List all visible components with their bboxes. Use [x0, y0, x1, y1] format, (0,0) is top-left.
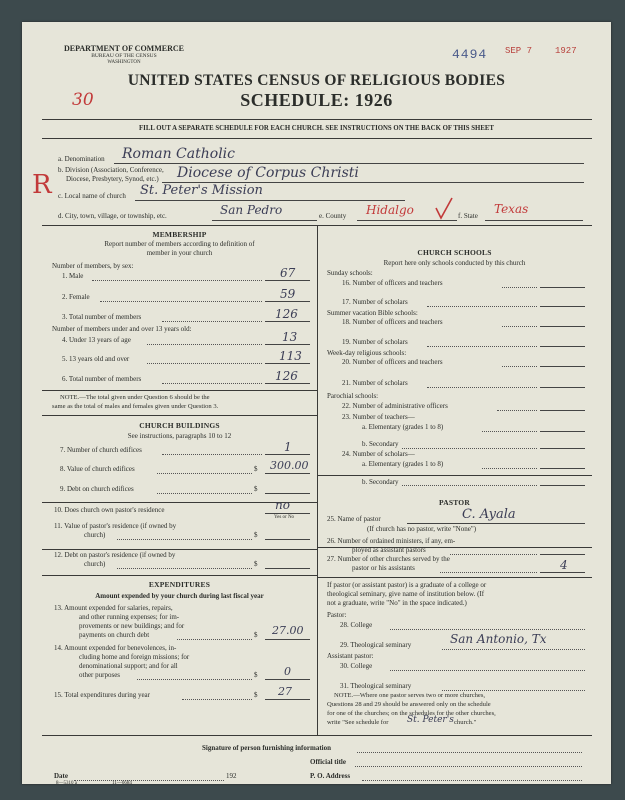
schedule-title: SCHEDULE: 1926: [240, 90, 393, 110]
answer-line: [265, 383, 310, 384]
q14-dollar: $: [254, 671, 258, 679]
q8-value: 300.00: [270, 459, 309, 472]
membership-note-2: same as the total of males and females given under Question 3.: [52, 403, 219, 410]
column-divider: [317, 225, 318, 735]
church-name-line: [135, 200, 405, 201]
pastor-title: PASTOR: [439, 498, 470, 507]
q7-label: 7. Number of church edifices: [60, 446, 142, 454]
q1-label: 1. Male: [62, 272, 84, 280]
signature-line: [357, 752, 582, 753]
pastor-note-3: for one of the churches; on the schedules for the other churches,: [327, 710, 496, 717]
q23b-label: b. Secondary: [362, 440, 399, 448]
leader: [92, 280, 262, 281]
membership-note: NOTE.—The total given under Question 6 should be the: [60, 394, 210, 401]
handwritten-mark-30: 30: [72, 90, 94, 110]
q15-label: 15. Total expenditures during year: [54, 691, 150, 699]
q14-value: 0: [284, 665, 291, 678]
q3-value: 126: [275, 307, 298, 321]
divider: [42, 415, 317, 416]
q19-label: 19. Number of scholars: [342, 338, 408, 346]
official-title-label: Official title: [310, 758, 346, 766]
state-value: Texas: [494, 202, 529, 216]
q25-value: C. Ayala: [462, 507, 516, 522]
divider: [42, 549, 317, 550]
q14-label-3: denominational support; and for all: [79, 662, 178, 670]
q24b-label: b. Secondary: [362, 478, 399, 486]
q13-label-4: payments on church debt: [79, 631, 150, 639]
answer-line: [265, 493, 310, 494]
q24a-label: a. Elementary (grades 1 to 8): [362, 460, 444, 468]
denomination-value: Roman Catholic: [122, 146, 235, 162]
answer-line: [540, 326, 585, 327]
leader: [137, 679, 252, 680]
answer-line: [540, 306, 585, 307]
graduate-note-3: not a graduate, write "No" in the space indicated.): [327, 599, 467, 607]
q27-label-2: pastor or his assistants: [352, 564, 415, 572]
leader: [117, 539, 252, 540]
q12-label-2: church): [84, 560, 106, 568]
leader: [497, 410, 537, 411]
q6-value: 126: [275, 369, 298, 383]
date-year: 192: [226, 772, 237, 780]
handwritten-mark-r: R: [32, 170, 52, 200]
leader: [182, 699, 252, 700]
census-schedule-page: [22, 22, 611, 784]
q31-label: 31. Theological seminary: [340, 682, 412, 690]
q13-label-3: provements or new buildings; and for: [79, 622, 185, 630]
answer-line: [540, 346, 585, 347]
state-label: f. State: [458, 212, 478, 220]
q8-dollar: $: [254, 465, 258, 473]
stamp-number: 4494: [452, 47, 488, 62]
q13-value: 27.00: [272, 624, 304, 637]
weekday-schools-label: Week-day religious schools:: [327, 349, 407, 357]
q5-label: 5. 13 years old and over: [62, 355, 130, 363]
church-name-label: c. Local name of church: [58, 192, 126, 200]
expenditures-title: EXPENDITURES: [148, 580, 211, 589]
pastor-note-5: church.": [454, 719, 477, 726]
official-title-line: [355, 766, 582, 767]
q1-value: 67: [280, 266, 296, 280]
q16-label: 16. Number of officers and teachers: [342, 279, 443, 287]
q23a-label: a. Elementary (grades 1 to 8): [362, 423, 444, 431]
q17-label: 17. Number of scholars: [342, 298, 408, 306]
membership-intro-2: member in your church: [146, 249, 213, 257]
divider: [42, 119, 592, 120]
q26-label-2: ployed as assistant pastors: [352, 546, 426, 554]
q22-label: 22. Number of administrative officers: [342, 402, 448, 410]
instruction-line: FILL OUT A SEPARATE SCHEDULE FOR EACH CHURCH. SEE INSTRUCTIONS ON THE BACK OF THIS SHEET: [139, 125, 494, 132]
leader: [502, 366, 537, 367]
answer-line: [540, 485, 585, 486]
answer-line: [540, 410, 585, 411]
members-by-sex-label: Number of members, by sex:: [52, 262, 134, 270]
q10-value: no: [275, 498, 290, 512]
date-line: [74, 780, 224, 781]
division-label-2: Diocese, Presbytery, Synod, etc.): [66, 175, 159, 183]
q4-value: 13: [282, 330, 298, 344]
division-value: Diocese of Corpus Christi: [177, 165, 359, 181]
q24-label: 24. Number of scholars—: [342, 450, 415, 458]
graduate-note-2: theological seminary, give name of institution below. (If: [327, 590, 485, 598]
answer-line: [540, 366, 585, 367]
signature-label: Signature of person furnishing information: [202, 744, 331, 752]
pastor-note-4: write "See schedule for: [327, 719, 389, 726]
divider: [317, 475, 592, 476]
print-number: 11—6684: [112, 781, 132, 784]
buildings-title: CHURCH BUILDINGS: [139, 421, 220, 430]
q12-label: 12. Debt on pastor's residence (if owned by: [54, 551, 176, 559]
leader: [402, 448, 537, 449]
state-line: [485, 220, 583, 221]
bureau-name: BUREAU OF THE CENSUS: [91, 53, 157, 59]
membership-title: MEMBERSHIP: [152, 230, 207, 239]
city-value: San Pedro: [220, 203, 283, 217]
q15-value: 27: [278, 685, 292, 698]
leader: [427, 306, 537, 307]
leader: [162, 454, 262, 455]
q5-value: 113: [279, 349, 302, 363]
denomination-label: a. Denomination: [58, 155, 105, 163]
sunday-schools-label: Sunday schools:: [327, 269, 373, 277]
form-title: UNITED STATES CENSUS OF RELIGIOUS BODIES: [127, 72, 506, 89]
schools-sub: Report here only schools conducted by this church: [383, 259, 526, 267]
answer-line: [540, 554, 585, 555]
divider: [42, 735, 592, 736]
answer-line: [540, 287, 585, 288]
answer-line: [265, 344, 310, 345]
assistant-pastor-label: Assistant pastor:: [327, 652, 374, 660]
leader: [100, 301, 262, 302]
divider: [42, 138, 592, 139]
leader: [157, 493, 252, 494]
stamp-date: SEP 7: [505, 46, 533, 56]
q20-label: 20. Number of officers and teachers: [342, 358, 443, 366]
answer-line: [540, 448, 585, 449]
leader: [162, 321, 262, 322]
q14-label-4: other purposes: [79, 671, 121, 679]
answer-line: [265, 363, 310, 364]
q9-label: 9. Debt on church edifices: [60, 485, 134, 493]
leader: [427, 346, 537, 347]
answer-line: [540, 572, 585, 573]
q13-label-2: and other running expenses; for im-: [79, 613, 180, 621]
leader: [147, 344, 262, 345]
q30-label: 30. College: [340, 662, 373, 670]
parochial-schools-label: Parochial schools:: [327, 392, 379, 400]
leader: [502, 287, 537, 288]
answer-line: [265, 454, 310, 455]
q21-label: 21. Number of scholars: [342, 379, 408, 387]
stamp-year: 1927: [555, 46, 577, 56]
summer-schools-label: Summer vacation Bible schools:: [327, 309, 418, 317]
leader: [440, 572, 537, 573]
leader: [482, 468, 537, 469]
city-line: [212, 220, 317, 221]
q4-label: 4. Under 13 years of age: [62, 336, 131, 344]
answer-line: [265, 568, 310, 569]
answer-line: [265, 321, 310, 322]
q11-label-2: church): [84, 531, 106, 539]
form-number: 8—5310 a: [56, 781, 77, 784]
q14-label: 14. Amount expended for benevolences, in-: [54, 644, 177, 652]
schools-title: CHURCH SCHOOLS: [417, 248, 492, 257]
leader: [390, 629, 585, 630]
q14-label-2: cluding home and foreign missions; for: [79, 653, 190, 661]
answer-line: [265, 679, 310, 680]
q7-value: 1: [284, 440, 292, 454]
q29-value: San Antonio, Tx: [450, 632, 547, 646]
divider: [317, 577, 592, 578]
q3-label: 3. Total number of members: [62, 313, 142, 321]
answer-line: [265, 280, 310, 281]
po-address-line: [362, 780, 582, 781]
answer-line: [265, 699, 310, 700]
answer-line: [265, 639, 310, 640]
county-label: e. County: [319, 212, 347, 220]
membership-intro: Report number of members according to definition of: [104, 240, 255, 248]
yes-no-hint: Yes or No: [274, 515, 295, 520]
leader: [117, 568, 252, 569]
pastor-note: NOTE.—Where one pastor serves two or more churches,: [334, 692, 486, 699]
q15-dollar: $: [254, 691, 258, 699]
answer-line: [407, 523, 585, 524]
age-intro-label: Number of members under and over 13 years old:: [52, 325, 192, 333]
q6-label: 6. Total number of members: [62, 375, 142, 383]
leader: [482, 431, 537, 432]
q10-label: 10. Does church own pastor's residence: [54, 506, 165, 514]
q28-label: 28. College: [340, 621, 373, 629]
church-name-value: St. Peter's Mission: [140, 183, 263, 198]
leader: [177, 639, 252, 640]
q12-dollar: $: [254, 560, 258, 568]
leader: [402, 485, 537, 486]
leader: [157, 473, 252, 474]
q11-label: 11. Value of pastor's residence (if owned by: [54, 522, 177, 530]
q25-label: 25. Name of pastor: [327, 515, 381, 523]
leader: [442, 690, 585, 691]
answer-line: [265, 539, 310, 540]
denomination-line: [114, 163, 584, 164]
buildings-sub: See instructions, paragraphs 10 to 12: [127, 432, 232, 440]
answer-line: [265, 513, 310, 514]
answer-line: [540, 468, 585, 469]
leader: [442, 649, 585, 650]
q29-label: 29. Theological seminary: [340, 641, 412, 649]
q25-note: (If church has no pastor, write "None"): [367, 525, 477, 533]
county-value: Hidalgo: [366, 203, 414, 217]
po-address-label: P. O. Address: [310, 772, 351, 780]
expenditures-sub: Amount expended by your church during last fiscal year: [95, 592, 264, 600]
department-name: DEPARTMENT OF COMMERCE: [63, 44, 184, 53]
leader: [450, 554, 537, 555]
graduate-note: If pastor (or assistant pastor) is a graduate of a college or: [327, 581, 487, 589]
leader: [390, 670, 585, 671]
city-name: WASHINGTON: [107, 60, 141, 65]
q23-label: 23. Number of teachers—: [342, 413, 415, 421]
leader: [427, 387, 537, 388]
pastor-note-value: St. Peter's: [407, 715, 454, 725]
q27-label: 27. Number of other churches served by the: [327, 555, 450, 563]
answer-line: [265, 473, 310, 474]
divider: [42, 575, 317, 576]
division-label: b. Division (Association, Conference,: [58, 166, 164, 174]
q26-label: 26. Number of ordained ministers, if any, em-: [327, 537, 456, 545]
q11-dollar: $: [254, 531, 258, 539]
q13-label: 13. Amount expended for salaries, repairs,: [54, 604, 173, 612]
answer-line: [540, 431, 585, 432]
answer-line: [540, 387, 585, 388]
divider: [42, 390, 317, 391]
q13-dollar: $: [254, 631, 258, 639]
leader: [147, 363, 262, 364]
city-label: d. City, town, village, or township, etc.: [58, 212, 167, 220]
q27-value: 4: [560, 558, 568, 572]
answer-line: [265, 301, 310, 302]
leader: [502, 326, 537, 327]
leader: [162, 383, 262, 384]
q2-label: 2. Female: [62, 293, 90, 301]
date-label: Date: [54, 772, 68, 780]
q2-value: 59: [280, 287, 296, 301]
pastor-sub-label: Pastor:: [327, 611, 347, 619]
q18-label: 18. Number of officers and teachers: [342, 318, 443, 326]
check-mark-icon: [434, 196, 454, 222]
pastor-note-2: Questions 28 and 29 should be answered only on the schedule: [327, 701, 491, 708]
q8-label: 8. Value of church edifices: [60, 465, 135, 473]
q9-dollar: $: [254, 485, 258, 493]
